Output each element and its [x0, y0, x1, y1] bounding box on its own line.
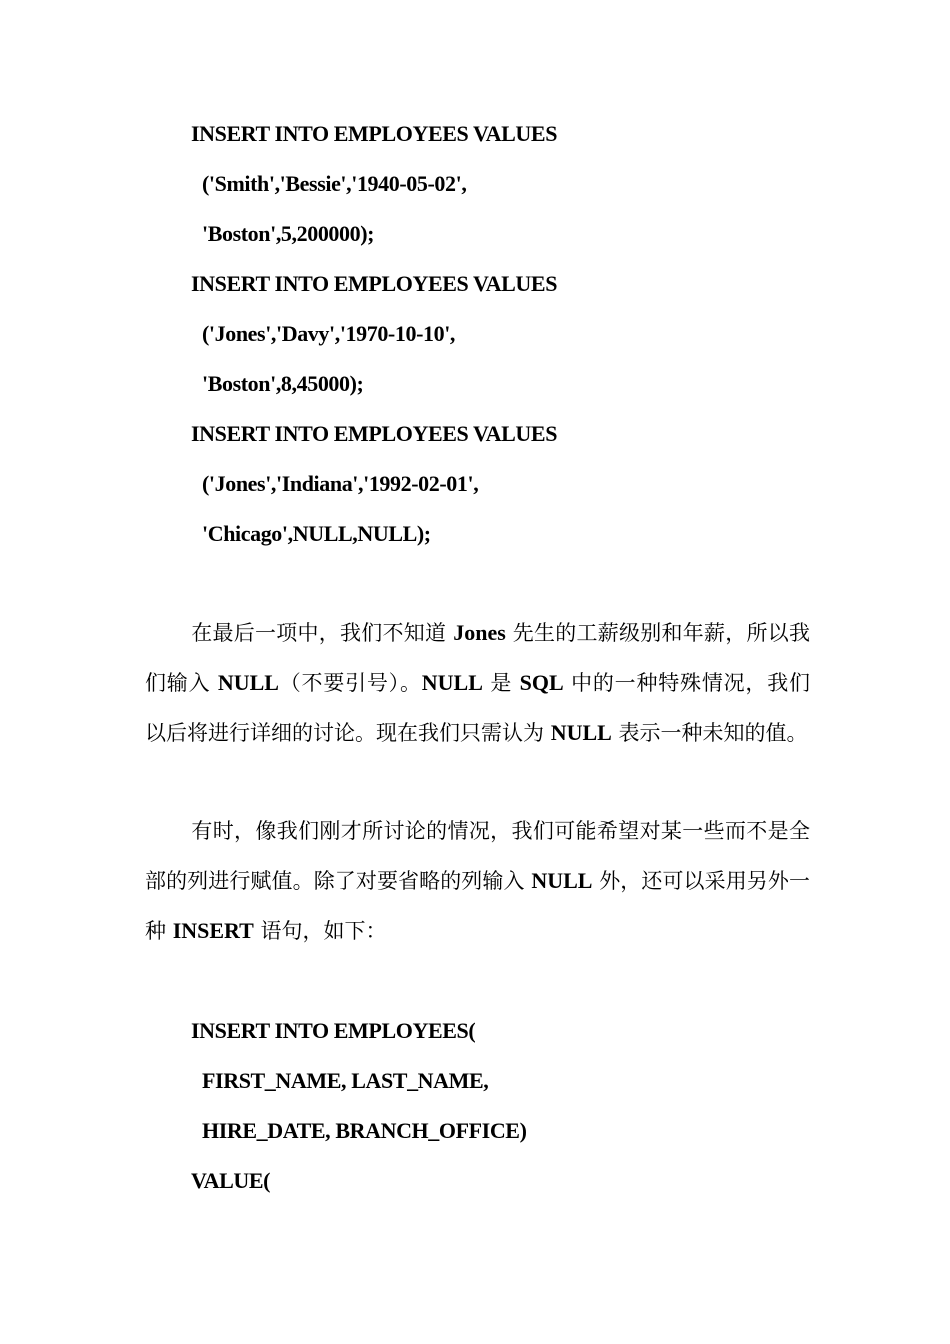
code-line: INSERT INTO EMPLOYEES VALUES [191, 421, 558, 446]
code-line: INSERT INTO EMPLOYEES( [191, 1018, 476, 1043]
code-line: ('Jones','Davy','1970-10-10', [202, 321, 456, 346]
code-line: 'Chicago',NULL,NULL); [202, 521, 431, 546]
code-line: ('Jones','Indiana','1992-02-01', [202, 471, 479, 496]
code-line: FIRST_NAME, LAST_NAME, [202, 1068, 489, 1093]
body-paragraph: 有时，像我们刚才所讨论的情况，我们可能希望对某一些而不是全部的列进行赋值。除了对要省略的列输入 NULL 外，还可以采用另外一种 INSERT 语句，如下： [145, 819, 810, 943]
code-line: VALUE( [191, 1168, 271, 1193]
code-line: INSERT INTO EMPLOYEES VALUES [191, 271, 558, 296]
code-line: HIRE_DATE, BRANCH_OFFICE) [202, 1118, 527, 1143]
code-line: 'Boston',5,200000); [202, 221, 375, 246]
body-paragraph: 在最后一项中，我们不知道 Jones 先生的工薪级别和年薪，所以我们输入 NULL（不要引号）。NULL 是 SQL 中的一种特殊情况，我们以后将进行详细的讨论。现在我们只需认为 NULL 表示一种未知的值。 [145, 620, 810, 745]
code-line: INSERT INTO EMPLOYEES VALUES [191, 121, 558, 146]
code-line: 'Boston',8,45000); [202, 371, 364, 396]
code-line: ('Smith','Bessie','1940-05-02', [202, 171, 467, 196]
